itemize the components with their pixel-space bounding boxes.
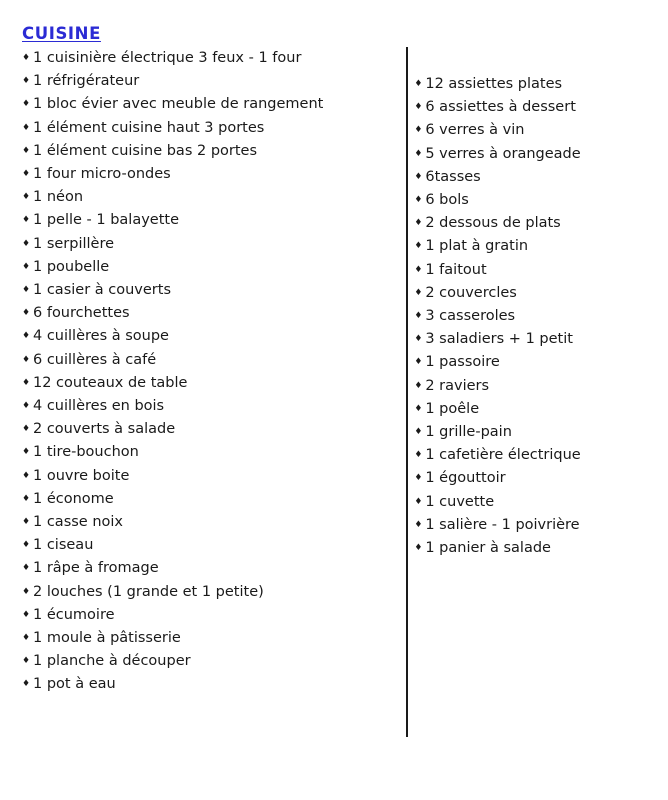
list-item: ♦ 1 grille-pain [414, 421, 650, 444]
list-item: ♦ 1 cuisinière électrique 3 feux - 1 four [22, 47, 380, 70]
list-item: ♦ 4 cuillères à soupe [22, 325, 380, 348]
list-item: ♦ 6tasses [414, 166, 650, 189]
list-item: ♦ 1 poêle [414, 398, 650, 421]
list-item: ♦ 1 égouttoir [414, 467, 650, 490]
list-item: ♦ 1 râpe à fromage [22, 557, 380, 580]
list-item: ♦ 1 poubelle [22, 256, 380, 279]
list-item: ♦ 1 moule à pâtisserie [22, 627, 380, 650]
list-item: ♦ 1 élément cuisine bas 2 portes [22, 140, 380, 163]
list-item: ♦ 12 couteaux de table [22, 372, 380, 395]
kitchen-inventory-list-left [22, 47, 380, 697]
right-column [380, 47, 650, 560]
list-item: ♦ 1 néon [22, 186, 380, 209]
list-item: ♦ 1 réfrigérateur [22, 70, 380, 93]
right-column-offset [414, 47, 650, 73]
kitchen-inventory-list-right [414, 73, 650, 560]
list-item: ♦ 2 dessous de plats [414, 212, 650, 235]
list-item: ♦ 1 passoire [414, 351, 650, 374]
list-item: ♦ 1 tire-bouchon [22, 441, 380, 464]
list-item: ♦ 1 casse noix [22, 511, 380, 534]
list-item: ♦ 2 louches (1 grande et 1 petite) [22, 581, 380, 604]
list-item: ♦ 1 serpillère [22, 233, 380, 256]
list-item: ♦ 1 casier à couverts [22, 279, 380, 302]
list-item: ♦ 1 cuvette [414, 491, 650, 514]
column-divider [406, 47, 408, 737]
list-item: ♦ 1 pelle - 1 balayette [22, 209, 380, 232]
list-item: ♦ 5 verres à orangeade [414, 143, 650, 166]
list-item: ♦ 2 couvercles [414, 282, 650, 305]
list-item: ♦ 1 économe [22, 488, 380, 511]
list-item: ♦ 1 plat à gratin [414, 235, 650, 258]
list-item: ♦ 3 casseroles [414, 305, 650, 328]
list-item: ♦ 1 salière - 1 poivrière [414, 514, 650, 537]
page-title: CUISINE [22, 24, 101, 43]
list-item: ♦ 4 cuillères en bois [22, 395, 380, 418]
list-item: ♦ 6 fourchettes [22, 302, 380, 325]
two-column-layout [18, 47, 650, 697]
list-item: ♦ 6 verres à vin [414, 119, 650, 142]
list-item: ♦ 1 four micro-ondes [22, 163, 380, 186]
list-item: ♦ 6 assiettes à dessert [414, 96, 650, 119]
list-item: ♦ 1 élément cuisine haut 3 portes [22, 117, 380, 140]
list-item: ♦ 12 assiettes plates [414, 73, 650, 96]
list-item: ♦ 1 écumoire [22, 604, 380, 627]
list-item: ♦ 1 pot à eau [22, 673, 380, 696]
list-item: ♦ 1 planche à découper [22, 650, 380, 673]
list-item: ♦ 1 cafetière électrique [414, 444, 650, 467]
list-item: ♦ 6 cuillères à café [22, 349, 380, 372]
list-item: ♦ 1 ciseau [22, 534, 380, 557]
list-item: ♦ 3 saladiers + 1 petit [414, 328, 650, 351]
list-item: ♦ 6 bols [414, 189, 650, 212]
list-item: ♦ 1 ouvre boite [22, 465, 380, 488]
list-item: ♦ 2 couverts à salade [22, 418, 380, 441]
left-column [18, 47, 380, 697]
list-item: ♦ 1 bloc évier avec meuble de rangement [22, 93, 380, 116]
list-item: ♦ 2 raviers [414, 375, 650, 398]
list-item: ♦ 1 panier à salade [414, 537, 650, 560]
list-item: ♦ 1 faitout [414, 259, 650, 282]
